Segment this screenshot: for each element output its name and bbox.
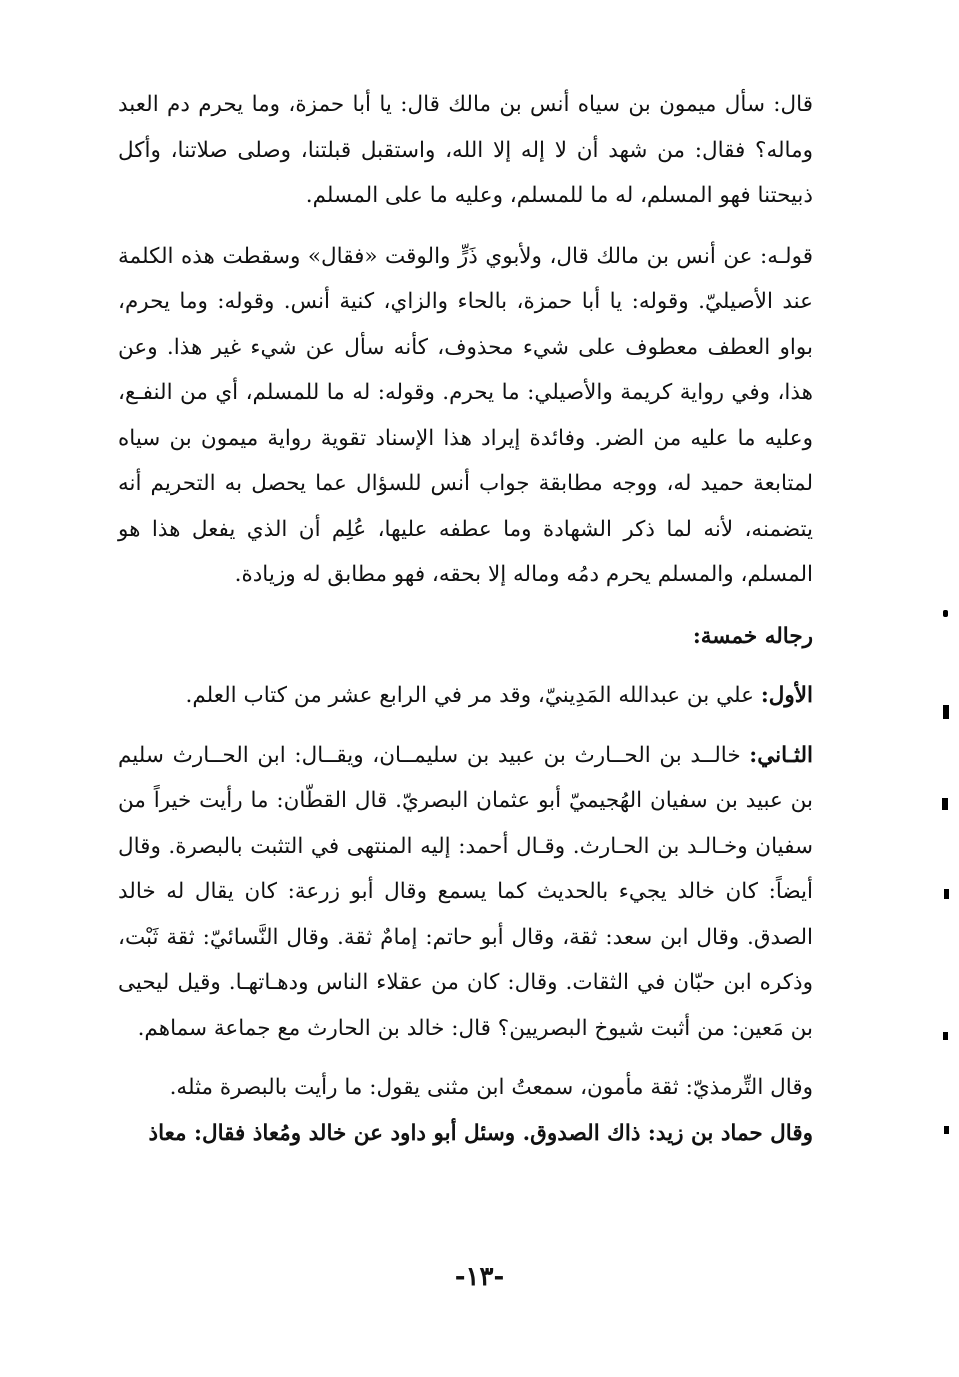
paragraph-narrator-first bbox=[118, 673, 813, 719]
page-body bbox=[118, 82, 813, 1156]
narrator-ordinal: الأول: bbox=[760, 683, 813, 708]
scan-edge-mark bbox=[944, 1126, 949, 1134]
paragraph-hammad bbox=[118, 1111, 813, 1157]
scan-edge-mark bbox=[943, 610, 948, 617]
page-number: -١٣- bbox=[454, 1262, 505, 1292]
scan-edge-mark bbox=[943, 705, 949, 719]
scan-edge-mark bbox=[944, 889, 949, 899]
paragraph-narrator-second bbox=[118, 733, 813, 1052]
heading-text: رجاله خمسة: bbox=[692, 623, 813, 649]
narrator-ordinal: الثـاني: bbox=[749, 742, 813, 768]
scan-edge-mark bbox=[942, 798, 948, 810]
paragraph-text: خالــد بن الحــارث بن عبيد بن سليمــان، ويقــال: ابن الحــارث سليم بن عبيد بن سفيان الهُجيميّ أبو عثمان البصريّ. قال القطّان: ما رأيت خيراً من سفيان وخـالـد بن الحـارث. وقـال أحمد: إليه المنتهى في التثبت بالبصرة. وقال أيضاً: كان خالد يجيء بالحديث كما يسمع وقال أبو زرعة: كان يقال له خالد الصدق. وقال ابن سعد: ثقة، وقال أبو حاتم: إمامٌ ثقة. وقال النَّسائيّ: ثقة ثَبْت، وذكره ابن حبّان في الثقات. وقال: كان من عقلاء الناس ودهـاتهـا. وقيل ليحيى بن مَعين: من أثبت شيوخ البصريين؟ قال: خالد بن الحارث مع جماعة سماهم. bbox=[118, 742, 813, 1041]
paragraph-text: قال: سأل ميمون بن سياه أنس بن مالك قال: يا أبا حمزة، وما يحرم دم العبد وماله؟ فقال: من شهد أن لا إله إلا الله، واستقبل قبلتنا، وصلى صلاتنا، وأكل ذبيحتنا فهو المسلم، له ما للمسلم، وعليه ما على المسلم. bbox=[118, 92, 813, 208]
paragraph-text: وقال التِّرمذيّ: ثقة مأمون، سمعتُ ابن مثنى يقول: ما رأيت بالبصرة مثله. bbox=[169, 1075, 813, 1100]
paragraph-text: قولـه: عن أنس بن مالك قال، ولأبوي ذَرٍّ والوقت «فقال» وسقطت هذه الكلمة عند الأصيليّ. وقوله: يا أبا حمزة، بالحاء والزاي، كنية أنس. وقوله: وما يحرم، بواو العطف معطوف على شيء محذوف، كأنه سأل عن شيء غير هذا. وعن هذا، وفي رواية كريمة والأصيلي: ما يحرم. وقوله: له ما للمسلم، أي من النفـع، وعليه ما عليه من الضر. وفائدة إيراد هذا الإسناد تقوية رواية ميمون بن سياه لمتابعة حميد له، ووجه مطابقة جواب أنس للسؤال عما يحصل به التحريم أنه يتضمنه، لأنه لما ذكر الشهادة وما عطفه عليها، عُلِم أن الذي يفعل هذا هو المسلم، والمسلم يحرم دمُه وماله إلا بحقه، فهو مطابق له وزيادة. bbox=[118, 243, 813, 587]
paragraph-tirmidhi bbox=[118, 1065, 813, 1111]
paragraph-text: علي بن عبدالله المَدِينيّ، وقد مر في الرابع عشر من كتاب العلم. bbox=[185, 683, 761, 708]
paragraph-hadith bbox=[118, 82, 813, 219]
section-heading-narrators bbox=[118, 614, 813, 660]
paragraph-text: وقال حماد بن زيد: ذاك الصدوق. وسئل أبو داود عن خالد ومُعاذ فقال: معاذ bbox=[148, 1120, 813, 1146]
paragraph-commentary bbox=[118, 234, 813, 598]
scan-edge-mark bbox=[943, 1032, 948, 1040]
